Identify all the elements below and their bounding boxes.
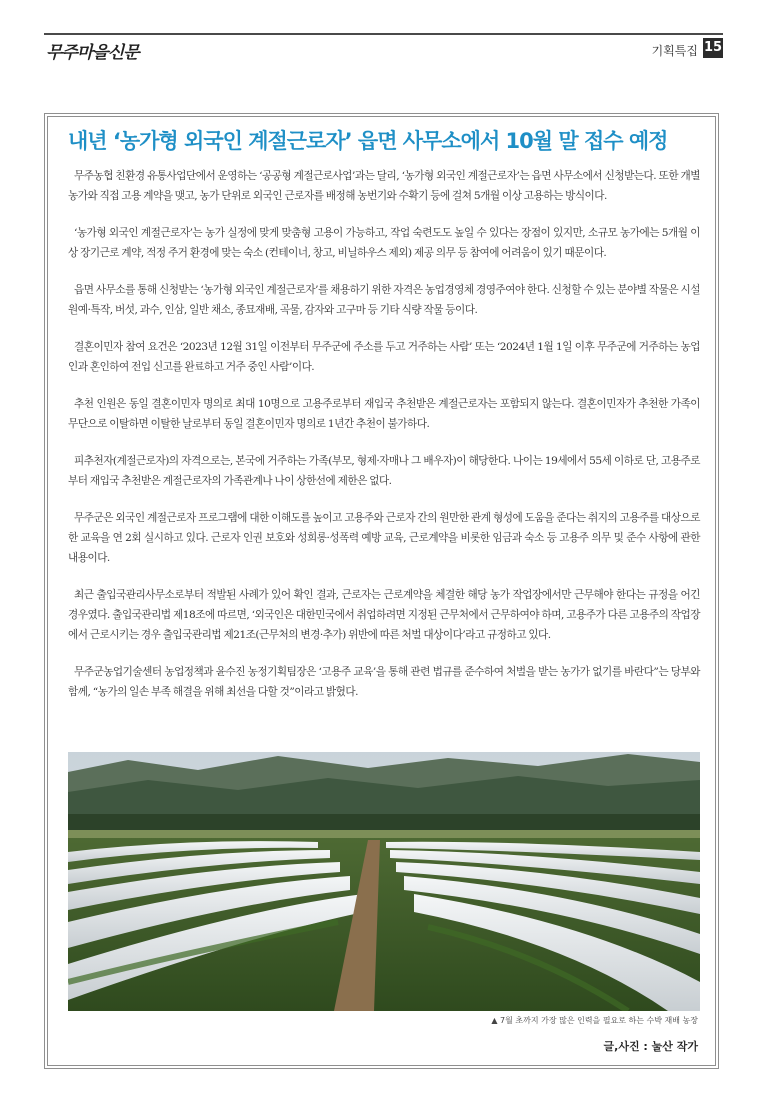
article-paragraph: ‘농가형 외국인 계절근로자’는 농가 실정에 맞게 맞춤형 고용이 가능하고, 작업 숙련도도 높일 수 있다는 장점이 있지만, 소규모 농가에는 5개월 이상 장기근로 계약, 적정 주거 환경에 맞는 숙소 (컨테이너, 창고, 비닐하우스 제외) 제공 의무 등 참여에 어려움이 있기 때문이다. <box>68 227 700 259</box>
article-paragraph: 읍면 사무소를 통해 신청받는 ‘농가형 외국인 계절근로자’를 채용하기 위한 자격은 농업경영체 경영주여야 한다. 신청할 수 있는 분야별 작물은 시설 원예·특작, 버섯, 과수, 인삼, 일반 채소, 종묘재배, 곡물, 감자와 고구마 등 기타 식량 작물 등이다. <box>68 284 700 316</box>
page-number: 15 <box>703 38 723 58</box>
article-paragraph: 결혼이민자 참여 요건은 ‘2023년 12월 31일 이전부터 무주군에 주소를 두고 거주하는 사람’ 또는 ‘2024년 1월 1일 이후 무주군에 거주하는 농업인과 혼인하여 전입 신고를 완료하고 거주 중인 사람’이다. <box>68 341 700 373</box>
article-body <box>68 166 700 719</box>
masthead-logo: 무주마을신문 <box>46 43 139 63</box>
author-credit: 글,사진 : 눌산 작가 <box>603 1040 698 1053</box>
photo-caption: ▲ 7월 초까지 가장 많은 인력을 필요로 하는 수박 재배 농장 <box>491 1016 698 1025</box>
article-paragraph: 무주군농업기술센터 농업정책과 윤수진 농정기획팀장은 ‘고용주 교육’을 통해 관련 법규를 준수하여 처벌을 받는 농가가 없기를 바란다”는 당부와 함께, “농가의 일손 부족 해결을 위해 최선을 다할 것”이라고 밝혔다. <box>68 666 701 698</box>
article-paragraph: 추천 인원은 동일 결혼이민자 명의로 최대 10명으로 고용주로부터 재입국 추천받은 계절근로자는 포함되지 않는다. 결혼이민자가 추천한 가족이 무단으로 이탈하면 이탈한 날로부터 동일 결혼이민자 명의로 1년간 추천이 불가하다. <box>68 398 700 430</box>
header-rule <box>44 33 723 35</box>
article-paragraph: 무주농협 친환경 유통사업단에서 운영하는 ‘공공형 계절근로사업’과는 달리, ‘농가형 외국인 계절근로자’는 읍면 사무소에서 신청받는다. 또한 개별 농가와 직접 고용 계약을 맺고, 농가 단위로 외국인 근로자를 배정해 농번기와 수확기 등에 걸쳐 5개월 이상 고용하는 방식이다. <box>68 170 700 202</box>
farm-photo <box>68 752 700 1011</box>
section-label: 기획특집 <box>651 44 698 58</box>
article-paragraph: 최근 출입국관리사무소로부터 적발된 사례가 있어 확인 결과, 근로자는 근로계약을 체결한 해당 농가 작업장에서만 근무해야 한다는 규정을 어긴 경우였다. 출입국관리법 제18조에 따르면, ‘외국인은 대한민국에서 취업하려면 지정된 근무처에서 근무하여야 하며, 고용주가 다른 고용주의 작업장에서 근로시키는 경우 출입국관리법 제21조(근무처의 변경·추가) 위반에 따른 처벌 대상이다’라고 규정하고 있다. <box>68 589 700 641</box>
article-paragraph: 무주군은 외국인 계절근로자 프로그램에 대한 이해도를 높이고 고용주와 근로자 간의 원만한 관계 형성에 도움을 준다는 취지의 고용주를 대상으로 한 교육을 연 2회 실시하고 있다. 근로자 인권 보호와 성희롱·성폭력 예방 교육, 근로계약을 비롯한 임금과 숙소 등 고용주 의무 및 준수 사항에 관한 내용이다. <box>68 512 700 564</box>
article-headline: 내년 ‘농가형 외국인 계절근로자’ 읍면 사무소에서 10월 말 접수 예정 <box>68 129 668 153</box>
article-paragraph: 피추천자(계절근로자)의 자격으로는, 본국에 거주하는 가족(부모, 형제·자매나 그 배우자)이 해당한다. 나이는 19세에서 55세 이하로 단, 고용주로부터 재입국 추천받은 계절근로자의 가족관계나 나이 상한선에 제한은 없다. <box>68 455 700 487</box>
